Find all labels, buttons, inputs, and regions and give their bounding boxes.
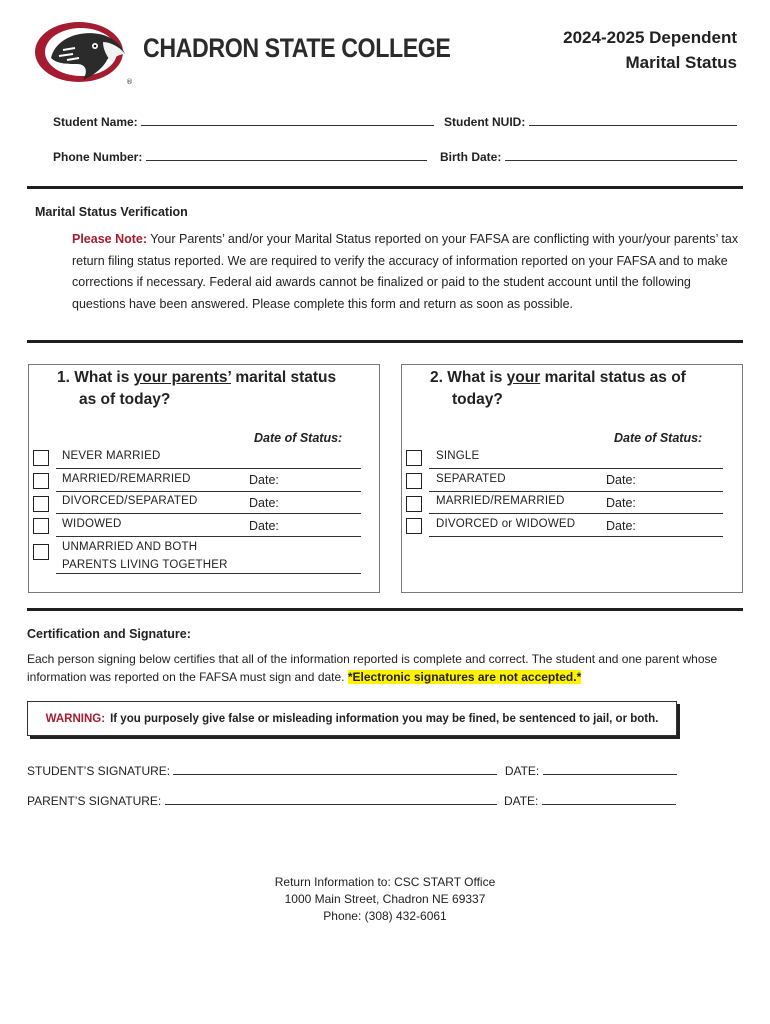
student-date-blank[interactable] xyxy=(543,763,677,775)
phone-number-blank[interactable] xyxy=(146,149,427,161)
student-nuid-blank[interactable] xyxy=(529,114,737,126)
option-single: SINGLE xyxy=(436,450,480,462)
date-label: Date: xyxy=(606,496,636,510)
option-widowed: WIDOWED xyxy=(62,518,122,530)
svg-text:®: ® xyxy=(126,78,133,86)
footer-phone: Phone: (308) 432-6061 xyxy=(323,909,447,923)
checkbox-parents-married[interactable] xyxy=(33,473,49,489)
checkbox-divorced-widowed[interactable] xyxy=(406,518,422,534)
certification-heading: Certification and Signature: xyxy=(27,627,191,641)
question-1-number: 1. xyxy=(57,369,70,386)
student-name-blank[interactable] xyxy=(141,114,434,126)
question-1-date-heading: Date of Status: xyxy=(254,431,343,445)
option-underline xyxy=(429,513,723,514)
phone-number-field[interactable] xyxy=(53,149,427,164)
birth-date-field[interactable] xyxy=(440,149,737,164)
question-2-line-2: today? xyxy=(452,391,503,408)
option-divorced-widowed: DIVORCED or WIDOWED xyxy=(436,518,576,530)
footer-office: Return Information to: CSC START Office xyxy=(274,875,496,889)
student-signature-row[interactable] xyxy=(27,763,677,778)
certification-body: Each person signing below certifies that all of the information reported is complete and correct. The student and one parent whose information was reported on the FAFSA must sign and date. xyxy=(27,652,718,684)
option-underline xyxy=(56,468,361,469)
option-underline xyxy=(56,536,361,537)
verification-heading: Marital Status Verification xyxy=(35,205,188,219)
checkbox-parents-divorced[interactable] xyxy=(33,496,49,512)
electronic-signature-notice: *Electronic signatures are not accepted.* xyxy=(347,669,582,684)
question-2-title xyxy=(430,367,730,411)
option-unmarried-line-1: UNMARRIED AND BOTH xyxy=(62,541,198,553)
footer-address: 1000 Main Street, Chadron NE 69337 xyxy=(284,892,486,906)
option-underline xyxy=(429,468,723,469)
checkbox-unmarried-together[interactable] xyxy=(33,544,49,560)
certification-paragraph xyxy=(27,651,743,686)
option-underline xyxy=(429,536,723,537)
student-name-field[interactable] xyxy=(53,114,434,129)
question-1-text-post: marital status xyxy=(231,369,337,386)
warning-text: If you purposely give false or misleading information you may be fined, be sentenced to jail, or both. xyxy=(110,712,659,725)
option-underline xyxy=(56,513,361,514)
checkbox-student-married[interactable] xyxy=(406,496,422,512)
checkbox-parents-widowed[interactable] xyxy=(33,518,49,534)
question-2-date-heading: Date of Status: xyxy=(614,431,703,445)
parent-signature-row[interactable] xyxy=(27,793,676,808)
please-note-lead: Please Note: xyxy=(72,232,148,246)
question-1-title xyxy=(57,367,367,411)
divider xyxy=(27,186,743,189)
option-underline xyxy=(56,573,361,574)
option-separated: SEPARATED xyxy=(436,473,506,485)
parent-date-label: DATE: xyxy=(503,794,539,808)
title-line-2: Marital Status xyxy=(625,53,737,72)
checkbox-separated[interactable] xyxy=(406,473,422,489)
question-2-text-pre: What is xyxy=(447,369,507,386)
student-signature-blank[interactable] xyxy=(173,763,497,775)
title-line-1: 2024-2025 Dependent xyxy=(563,28,737,47)
question-1-line-2: as of today? xyxy=(79,391,171,408)
college-logo-eagle xyxy=(33,18,133,86)
return-information xyxy=(0,874,770,925)
option-unmarried-together xyxy=(62,538,228,574)
date-label: Date: xyxy=(606,519,636,533)
date-label: Date: xyxy=(249,473,279,487)
divider xyxy=(27,340,743,343)
student-nuid-label: Student NUID: xyxy=(444,115,526,129)
please-note-paragraph xyxy=(72,229,740,315)
date-label: Date: xyxy=(606,473,636,487)
date-label: Date: xyxy=(249,519,279,533)
option-married-remarried: MARRIED/REMARRIED xyxy=(436,495,565,507)
question-1-underlined: your parents’ xyxy=(133,369,232,386)
divider xyxy=(27,608,743,611)
birth-date-label: Birth Date: xyxy=(440,150,502,164)
parent-date-blank[interactable] xyxy=(542,793,676,805)
warning-box xyxy=(27,701,677,736)
option-unmarried-line-2: PARENTS LIVING TOGETHER xyxy=(62,559,228,571)
please-note-body: Your Parents’ and/or your Marital Status reported on your FAFSA are conflicting with your/your parents’ tax return filing status reported. We are required to verify the accuracy of information reported on your FAFSA and to make corrections if necessary. Federal aid awards cannot be finalized or paid to the student account until the following questions have been answered. Please complete this form and return as soon as possible. xyxy=(72,232,739,311)
option-never-married: NEVER MARRIED xyxy=(62,450,161,462)
student-name-label: Student Name: xyxy=(53,115,138,129)
checkbox-single[interactable] xyxy=(406,450,422,466)
option-married-remarried: MARRIED/REMARRIED xyxy=(62,473,191,485)
question-2-underlined: your xyxy=(506,369,541,386)
college-name: CHADRON STATE COLLEGE xyxy=(143,33,451,63)
birth-date-blank[interactable] xyxy=(505,149,737,161)
parent-signature-blank[interactable] xyxy=(165,793,497,805)
option-divorced-separated: DIVORCED/SEPARATED xyxy=(62,495,198,507)
parent-signature-label: PARENT’S SIGNATURE: xyxy=(27,794,162,808)
student-signature-label: STUDENT’S SIGNATURE: xyxy=(27,764,171,778)
question-1-text-pre: What is xyxy=(74,369,134,386)
phone-number-label: Phone Number: xyxy=(53,150,143,164)
student-date-label: DATE: xyxy=(504,764,540,778)
question-2-number: 2. xyxy=(430,369,443,386)
checkbox-never-married[interactable] xyxy=(33,450,49,466)
document-title xyxy=(563,25,737,75)
warning-label: WARNING: xyxy=(45,712,106,725)
question-2-text-post: marital status as of xyxy=(540,369,686,386)
student-nuid-field[interactable] xyxy=(444,114,737,129)
date-label: Date: xyxy=(249,496,279,510)
